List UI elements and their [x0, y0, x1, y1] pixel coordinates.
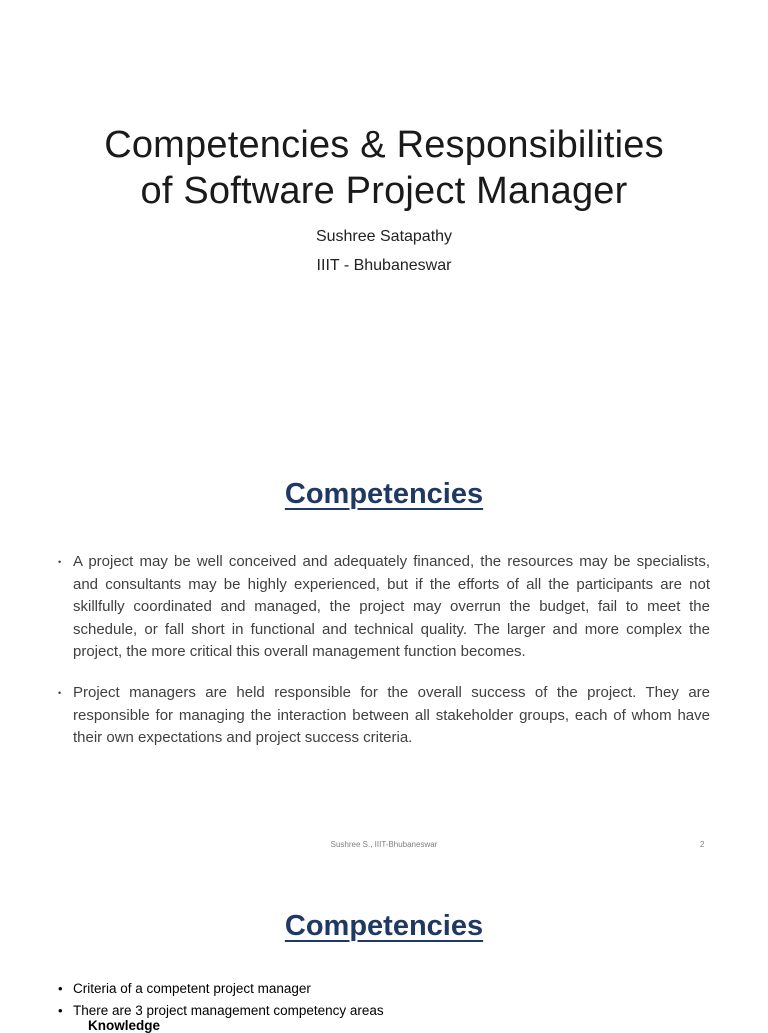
author-affiliation: IIIT - Bhubaneswar	[316, 257, 452, 274]
bullet-text: Criteria of a competent project manager	[73, 981, 311, 996]
bullet-item	[58, 682, 710, 750]
presentation-title	[0, 122, 768, 214]
bullet-text: There are 3 project management competency areas	[73, 1002, 384, 1018]
bullet-list	[58, 978, 710, 1021]
bullet-item	[58, 978, 710, 1000]
slide-heading	[0, 478, 768, 511]
author-name: Sushree Satapathy	[315, 228, 453, 245]
bullet-text: Project managers are held responsible for the overall success of the project. They are responsible for managing the interaction between all stakeholder groups, each of whom have their own expectations and project success criteria.	[73, 683, 710, 747]
slide-footer: Sushree S., IIIT-Bhubaneswar	[330, 840, 438, 849]
title-line-2: of Software Project Manager	[140, 170, 628, 212]
competencies-slide-2	[0, 860, 768, 1033]
bullet-marker: •	[58, 1002, 63, 1018]
title-line-1: Competencies & Responsibilities	[104, 124, 664, 166]
slide-heading-text: Competencies	[284, 478, 484, 510]
bullet-marker: •	[58, 687, 62, 698]
competencies-slide	[0, 430, 768, 860]
bullet-marker: •	[58, 557, 62, 567]
bullet-marker: •	[58, 981, 63, 996]
bullet-list	[58, 551, 710, 768]
sub-bullet-text: Knowledge	[88, 1018, 161, 1033]
bullet-text: A project may be well conceived and adequately financed, the resources may be specialists, and consultants may be highly experienced, but if the efforts of all the participants are not skillfully coordinated and managed, the project may overrun the budget, fail to meet the schedule, or fall short in functional and technical quality. The larger and more complex the project, the more critical this overall management function becomes.	[73, 553, 710, 661]
page-number: 2	[700, 840, 705, 849]
slide-heading	[0, 910, 768, 943]
bullet-item	[58, 551, 710, 664]
title-slide	[0, 0, 768, 430]
slide-heading-text: Competencies	[284, 910, 484, 942]
